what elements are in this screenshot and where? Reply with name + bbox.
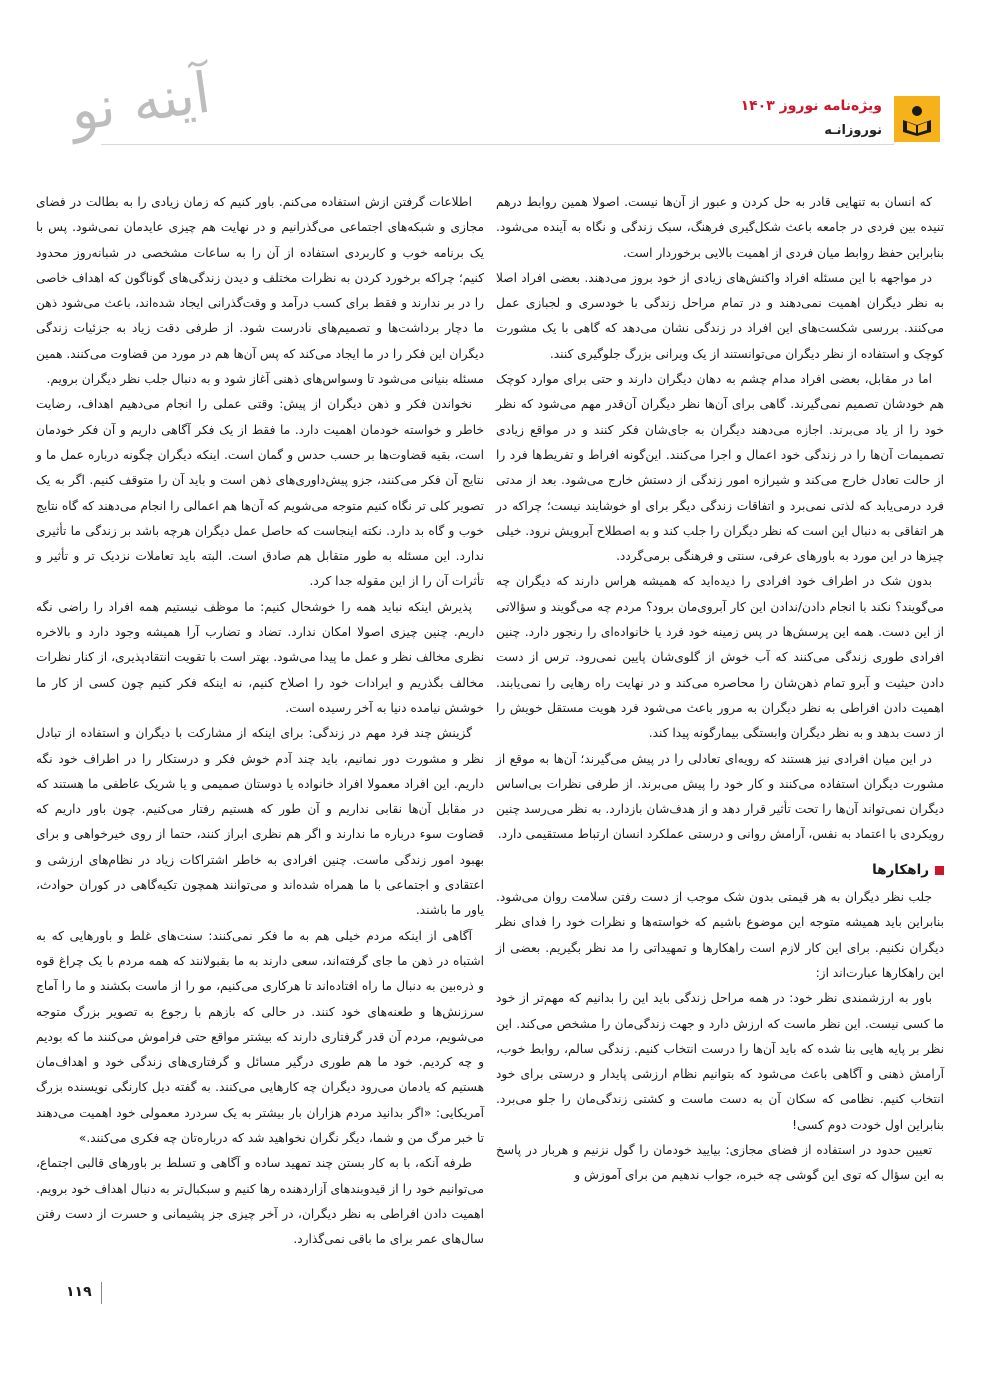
header-divider — [101, 144, 894, 145]
paragraph: نخواندن فکر و ذهن دیگران از پیش: وقتی عملی را انجام می‌دهیم اهداف، رضایت خاطر و خواسته خودمان اهمیت دارد. ما فقط از یک فکر آگاهی داریم و آن فکر خودمان است، بقیه قضاوت‌ها بر حسب حدس و گمان است. اینکه دیگران چگونه درباره عمل ما و نتایج آن فکر می‌کنند، جزو پیش‌داوری‌های ذهن است و باید آن را متوقف کنیم. اگر به یک تصویر کلی تر نگاه کنیم متوجه می‌شویم که آن‌ها هم اعمالی را انجام می‌دهند که گاه نتایج خوب و گاه بد دارد. نکته اینجاست که حاصل عمل دیگران هرچه باشد بر زندگی ما تأثیری ندارد. این مسئله به طور متقابل هم صادق است. البته باید تعاملات نزدیک تر و تأثیر و تأثرات آن را از این مقوله جدا کرد. — [36, 397, 484, 589]
paragraph: که انسان به تنهایی قادر به حل کردن و عبور از آن‌ها نیست. اصولا همین روابط درهم تنیده بین فردی در جامعه باعث شکل‌گیری فرهنگ، سبک زندگی و نگاه به آینده می‌شود. بنابراین حفظ روابط میان فردی از اهمیت بالایی برخوردار است. — [496, 195, 944, 260]
left-column — [36, 190, 484, 1252]
paragraph: اما در مقابل، بعضی افراد مدام چشم به دهان دیگران دارند و حتی برای موارد کوچک هم خودشان تصمیم نمی‌گیرند. گاهی برای آن‌ها نظر دیگران آن‌قدر مهم می‌شود که نظر خود را از یاد می‌برند. اجازه می‌دهند دیگران به جای‌شان فکر کنند و در مواقع زیادی تصمیمات آن‌ها را در زندگی خود اعمال و اجرا می‌کنند. این‌گونه افراط و تفریط‌ها فرد را از حالت تعادل خارج می‌کند و شیرازه امور زندگی از دستش خارج می‌شود. بعد از مدتی فرد درمی‌یابد که لذتی نمی‌برد و اتفاقات زندگی دیگر برای او خوشایند نیست؛ چراکه در هر اتفاقی به دنبال این است که نظر دیگران را جلب کند و به اصطلاح آبرویش نرود. خیلی چیزها در این مورد به باورهای عرفی، سنتی و فرهنگی برمی‌گردد. — [496, 372, 944, 564]
section-badge — [894, 96, 940, 142]
page-number: ۱۱۹ — [66, 1284, 92, 1300]
paragraph: گزینش چند فرد مهم در زندگی: برای اینکه از مشارکت با دیگران و استفاده از تبادل نظر و مشورت دور نمانیم، باید چند آدم خوش فکر و درستکار را در اطراف خود نگه داریم. این افراد معمولا افراد خانواده یا دوستان صمیمی و یا شریک عاطفی ما هستند که در مقابل آن‌ها نقابی نداریم و آن طور که هستیم رفتار می‌کنیم. چون باور داریم که قضاوت سوء درباره ما ندارند و اگر هم نظری ابراز کنند، حتما از روی خیرخواهی و برای بهبود امور زندگی ماست. چنین افرادی به خاطر اشتراکات زیاد در نظام‌های ارزشی و اعتقادی و اجتماعی با ما همراه شده‌اند و می‌توانند همچون تکیه‌گاهی در کوران حوادث، یاور ما باشند. — [36, 726, 484, 918]
paragraph: جلب نظر دیگران به هر قیمتی بدون شک موجب از دست رفتن سلامت روان می‌شود. بنابراین باید همیشه متوجه این موضوع باشیم که خواسته‌ها و نظرات خود را فدای نظر دیگران نکنیم. برای این کار لازم است راهکارها و تمهیداتی را مد نظر بگیریم. بعضی از این راهکارها عبارت‌اند از: — [496, 890, 944, 980]
page-header — [0, 0, 1000, 185]
paragraph: تعیین حدود در استفاده از فضای مجازی: بیایید خودمان را گول نزنیم و هربار در پاسخ به این سؤال که توی این گوشی چه خبره، جواب ندهیم من برای آموزش و — [496, 1142, 944, 1183]
page-number-divider — [101, 1282, 102, 1304]
magazine-logo: آینه نو — [66, 60, 215, 145]
section-heading — [496, 858, 944, 883]
paragraph: اطلاعات گرفتن ازش استفاده می‌کنم. باور کنیم که زمان زیادی را به بطالت در فضای مجازی و شبکه‌های اجتماعی می‌گذرانیم و در نهایت هم چیزی عایدمان نمی‌شود. پس با یک برنامه خوب و کاربردی استفاده از آن را به ساعات مشخصی در شبانه‌روز محدود کنیم؛ چراکه برخورد کردن به نظرات مختلف و دیدن زندگی‌های گوناگون که اهداف خاصی را در بر ندارند و فقط برای کسب درآمد و وقت‌گذرانی ایجاد شده‌اند، باعث می‌شود ذهن ما دچار برداشت‌ها و تصمیم‌های نادرست شود. از طرفی دقت زیاد به جزئیات زندگی دیگران این فکر را در ما ایجاد می‌کند که پس آن‌ها هم در مورد من قضاوت می‌کنند. همین مسئله بنیانی می‌شود تا وسواس‌های ذهنی آغاز شود و به دنبال جلب نظر دیگران برویم. — [36, 195, 484, 387]
paragraph: آگاهی از اینکه مردم خیلی هم به ما فکر نمی‌کنند: سنت‌های غلط و باورهایی که به اشتباه در ذهن ما جای گرفته‌اند، سعی دارند به ما بقبولانند که همه مردم با یک چراغ قوه و ذره‌بین به دنبال ما راه افتاده‌اند تا هرکاری می‌کنیم، مو را از ماست بکشند و ما را آماج سرزنش‌ها و طعنه‌های خود کنند. در حالی که بازهم با رجوع به تصویر بزرگ متوجه می‌شویم، مردم آن قدر گرفتاری دارند که بیشتر مواقع حتی فراموش می‌کنند ما که بودیم و چه کردیم. خود ما هم طوری درگیر مسائل و گرفتاری‌های زندگی خود و اهداف‌مان هستیم که یادمان می‌رود دیگران چه کارهایی می‌کنند. به گفته دیل کارنگی نویسنده بزرگ آمریکایی: «اگر بدانید مردم هزاران بار بیشتر به یک سردرد معمولی خود اهمیت می‌دهند تا خبر مرگ من و شما، دیگر نگران نخواهید شد که درباره‌تان چه فکری می‌کنند.» — [36, 928, 484, 1145]
paragraph: در این میان افرادی نیز هستند که رویه‌ای تعادلی را در پیش می‌گیرند؛ آن‌ها به موقع از مشورت دیگران استفاده می‌کنند و کار خود را پیش می‌برند. از طرفی نظرات بی‌اساس دیگران نمی‌تواند آن‌ها را تحت تأثیر قرار دهد و از هدف‌شان بازدارد. به نظر می‌رسد چنین رویکردی با اعتماد به نفس، آرامش روانی و درستی عملکرد انسان ارتباط مستقیمی دارد. — [496, 751, 944, 842]
issue-title: ویژه‌نامه نوروز ۱۴۰۳ — [740, 98, 882, 114]
heading-text: راهکارها — [872, 861, 929, 878]
right-column — [496, 190, 944, 1189]
reader-icon — [900, 102, 934, 136]
paragraph: باور به ارزشمندی نظر خود: در همه مراحل زندگی باید این را بدانیم که مهم‌تر از خود ما کسی نیست. این نظر ماست که ارزش دارد و جهت زندگی‌مان را مشخص می‌کند. این نظر بر پایه هایی بنا شده که باید آن‌ها را درست انتخاب کنیم. زندگی سالم، روابط خوب، آرامش ذهنی و آگاهی باعث می‌شود که بتوانیم نظام ارزشی پایدار و درستی برای خود انتخاب کنیم. نظامی که سکان آن به دست ماست و کشتی زندگی‌مان را جلو می‌برد. بنابراین اول خودت دوم کسی! — [496, 991, 944, 1132]
square-bullet-icon — [935, 866, 944, 875]
paragraph: طرفه آنکه، با به کار بستن چند تمهید ساده و آگاهی و تسلط بر باورهای قالبی اجتماع، می‌توانیم خود را از قیدوبندهای آزاردهنده رها کنیم و سبکبال‌تر به دنبال اهداف خود برویم. اهمیت دادن افراطی به نظر دیگران، در آخر چیزی جز پشیمانی و حسرت از دست رفتن سال‌های عمر برای ما باقی نمی‌گذارد. — [36, 1156, 484, 1247]
paragraph: بدون شک در اطراف خود افرادی را دیده‌اید که همیشه هراس دارند که دیگران چه می‌گویند؟ نکند با انجام دادن/ندادن این کار آبروی‌مان برود؟ مردم چه می‌گویند و سؤالاتی از این دست. همه این پرسش‌ها در پس زمینه خود فرد یا خانواده‌ای را رنجور دارد. چنین افرادی طوری زندگی می‌کنند که آب خوش از گلوی‌شان پایین نمی‌رود. ترس از دست دادن حیثیت و آبرو تمام ذهن‌شان را محاصره می‌کند و در نهایت راه رهایی را نمی‌یابند. اهمیت دادن افراطی به نظر دیگران به مرور باعث می‌شود فرد هویت مستقل خویش را از دست بدهد و به نظر دیگران وابستگی بیمارگونه پیدا کند. — [496, 574, 944, 741]
paragraph: پذیرش اینکه نباید همه را خوشحال کنیم: ما موظف نیستیم همه افراد را راضی نگه داریم. چنین چیزی اصولا امکان ندارد. تضاد و تضارب آرا همیشه وجود دارد و بالاخره نظری مخالف نظر و عمل ما پیدا می‌شود. بهتر است با تقویت انتقادپذیری، از کنار نظرات مخالف بگذریم و ایرادات خود را اصلاح کنیم، نه اینکه فکر کنیم چون کسی از کار ما خوشش نیامده دنیا به آخر رسیده است. — [36, 599, 484, 715]
paragraph: در مواجهه با این مسئله افراد واکنش‌های زیادی از خود بروز می‌دهند. بعضی افراد اصلا به نظر دیگران اهمیت نمی‌دهند و در تمام مراحل زندگی با خودسری و لجبازی عمل می‌کنند. بررسی شکست‌های این افراد در زندگی نشان می‌دهد که گاهی با یک مشورت کوچک و استفاده از نظر دیگران می‌توانستند از یک ویرانی بزرگ جلوگیری کنند. — [496, 270, 944, 361]
section-label: نوروزانـه — [824, 123, 882, 138]
